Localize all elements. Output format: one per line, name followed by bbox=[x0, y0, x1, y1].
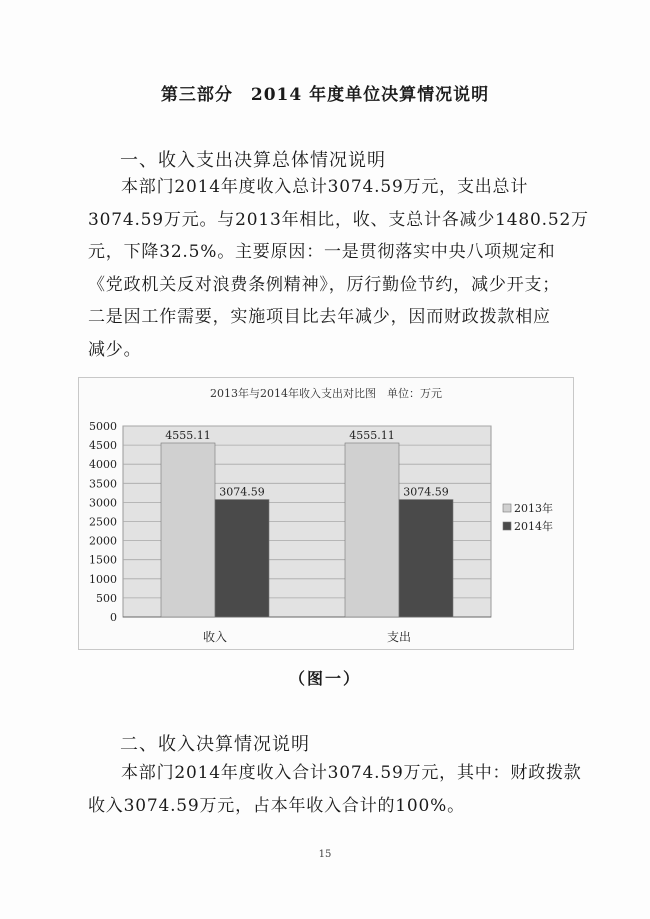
paragraph-line: 减少。 bbox=[88, 339, 142, 360]
chart-title: 2013年与2014年收入支出对比图 单位：万元 bbox=[210, 387, 442, 400]
y-tick-label: 3000 bbox=[89, 496, 117, 510]
legend-swatch bbox=[503, 522, 511, 530]
page-number: 15 bbox=[318, 849, 332, 860]
paragraph-line: 收入3074.59万元，占本年收入合计的100%。 bbox=[88, 795, 465, 816]
figure-caption: （图一） bbox=[288, 669, 361, 688]
x-tick-label: 收入 bbox=[202, 630, 228, 644]
data-label: 4555.11 bbox=[165, 428, 211, 442]
section1-heading: 一、收入支出决算总体情况说明 bbox=[120, 150, 386, 171]
paragraph-line: 二是因工作需要，实施项目比去年减少，因而财政拨款相应 bbox=[88, 307, 551, 328]
paragraph-line: 《党政机关反对浪费条例精神》，厉行勤俭节约，减少开支； bbox=[88, 274, 561, 295]
bar-chart bbox=[79, 378, 573, 649]
y-tick-label: 4500 bbox=[89, 439, 117, 453]
paragraph-line: 本部门2014年度收入合计3074.59万元，其中：财政拨款 bbox=[121, 763, 582, 783]
section2-heading: 二、收入决算情况说明 bbox=[120, 734, 310, 755]
paragraph-line: 3074.59万元。与2013年相比，收、支总计各减少1480.52万 bbox=[88, 209, 589, 230]
y-tick-label: 2500 bbox=[89, 515, 117, 529]
title-main: 2014 年度单位决算情况说明 bbox=[250, 85, 490, 105]
y-tick-label: 1000 bbox=[89, 572, 117, 586]
paragraph-line: 本部门2014年度收入总计3074.59万元，支出总计 bbox=[121, 177, 529, 197]
y-tick-label: 3500 bbox=[89, 477, 117, 491]
x-tick-label: 支出 bbox=[386, 630, 412, 644]
y-tick-label: 500 bbox=[96, 591, 117, 605]
chart-container bbox=[78, 377, 574, 650]
title-part: 第三部分 bbox=[160, 85, 233, 105]
y-tick-label: 4000 bbox=[89, 458, 117, 472]
data-label: 3074.59 bbox=[403, 485, 449, 499]
legend-label: 2013年 bbox=[514, 502, 553, 515]
data-label: 3074.59 bbox=[219, 485, 265, 499]
y-tick-label: 2000 bbox=[89, 534, 117, 548]
legend-label: 2014年 bbox=[514, 520, 553, 533]
bar bbox=[345, 443, 399, 617]
section1-paragraph bbox=[88, 171, 589, 367]
data-label: 4555.11 bbox=[349, 428, 395, 442]
section2-paragraph bbox=[88, 757, 582, 822]
legend-swatch bbox=[503, 504, 511, 512]
bar bbox=[399, 500, 453, 617]
page-title bbox=[0, 80, 650, 105]
paragraph-line: 元，下降32.5%。主要原因：一是贯彻落实中央八项规定和 bbox=[88, 242, 556, 263]
y-tick-label: 1500 bbox=[89, 553, 117, 567]
bar bbox=[161, 443, 215, 617]
y-tick-label: 0 bbox=[110, 611, 117, 624]
y-tick-label: 5000 bbox=[89, 420, 117, 433]
bar bbox=[215, 500, 269, 617]
